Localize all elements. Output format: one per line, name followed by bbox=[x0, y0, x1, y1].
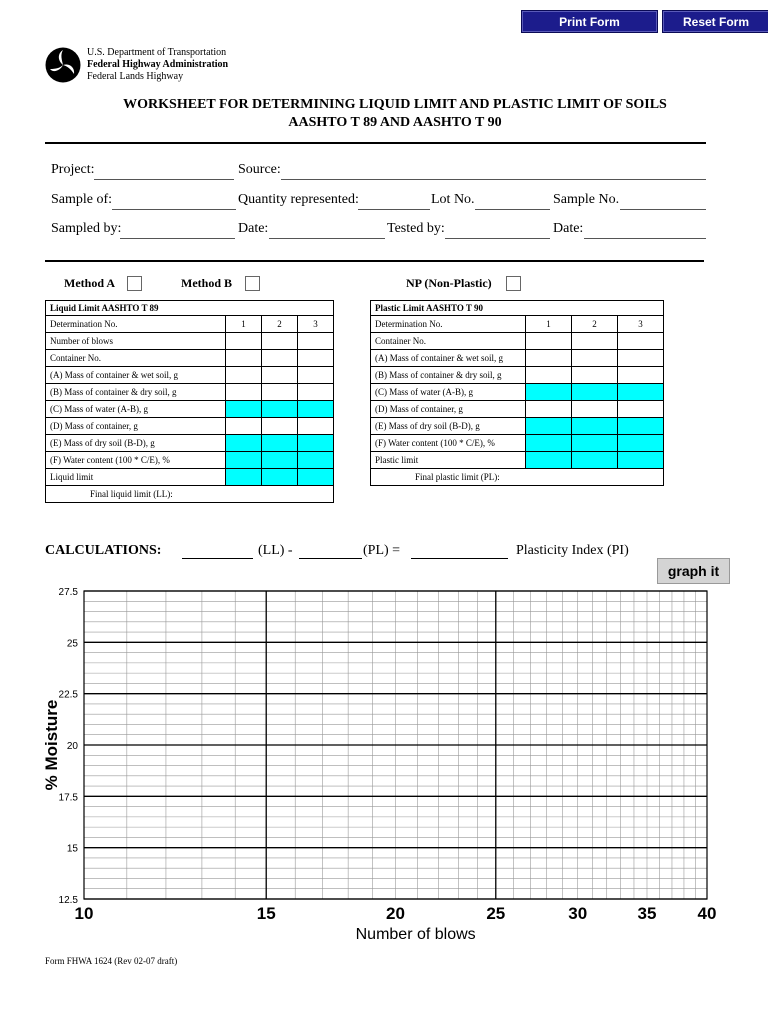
computed-cell bbox=[526, 418, 572, 435]
page-title-line-1: WORKSHEET FOR DETERMINING LIQUID LIMIT AND PLASTIC LIMIT OF SOILS bbox=[123, 97, 667, 112]
chart-y-tick-label: 22.5 bbox=[58, 689, 78, 701]
tested-by-field[interactable] bbox=[445, 238, 550, 239]
chart-x-ticks bbox=[75, 904, 717, 923]
table-row-label: (A) Mass of container & wet soil, g bbox=[46, 367, 226, 384]
plastic-limit-table bbox=[370, 300, 664, 486]
tested-by-label: Tested by: bbox=[387, 221, 445, 236]
chart-y-ticks bbox=[59, 587, 79, 906]
computed-cell bbox=[618, 418, 664, 435]
table-row-label: Determination No. bbox=[371, 316, 526, 333]
input-cell[interactable] bbox=[572, 333, 618, 350]
moisture-blows-chart bbox=[0, 575, 768, 950]
input-cell[interactable] bbox=[226, 350, 262, 367]
input-cell[interactable] bbox=[226, 384, 262, 401]
source-label: Source: bbox=[238, 162, 281, 177]
column-header: 2 bbox=[262, 316, 298, 333]
agency-line-3: Federal Lands Highway bbox=[87, 71, 184, 82]
date-label-2: Date: bbox=[553, 221, 584, 236]
date-label-1: Date: bbox=[238, 221, 269, 236]
chart-y-tick-label: 20 bbox=[66, 741, 78, 752]
liquid-limit-table bbox=[45, 300, 334, 503]
lot-no-field[interactable] bbox=[475, 209, 550, 210]
chart-x-tick-label: 40 bbox=[697, 904, 717, 923]
computed-cell bbox=[298, 435, 334, 452]
computed-cell bbox=[262, 469, 298, 486]
pi-field[interactable] bbox=[411, 558, 508, 559]
input-cell[interactable] bbox=[262, 367, 298, 384]
column-header: 3 bbox=[298, 316, 334, 333]
pl-field[interactable] bbox=[299, 558, 362, 559]
quantity-label: Quantity represented: bbox=[238, 192, 359, 207]
chart-y-tick-label: 17.5 bbox=[58, 792, 78, 804]
input-cell[interactable] bbox=[298, 418, 334, 435]
page-title-line-2: AASHTO T 89 AND AASHTO T 90 bbox=[288, 115, 502, 130]
chart-x-tick-label: 25 bbox=[486, 904, 506, 923]
chart-x-tick-label: 30 bbox=[568, 904, 588, 923]
table-row-label: Container No. bbox=[371, 333, 526, 350]
table-row-label: (F) Water content (100 * C/E), % bbox=[46, 452, 226, 469]
input-cell[interactable] bbox=[226, 333, 262, 350]
computed-cell bbox=[572, 418, 618, 435]
input-cell[interactable] bbox=[526, 401, 572, 418]
input-cell[interactable] bbox=[226, 418, 262, 435]
computed-cell bbox=[618, 435, 664, 452]
table-row-label: (D) Mass of container, g bbox=[46, 418, 226, 435]
computed-cell bbox=[262, 401, 298, 418]
sample-of-label: Sample of: bbox=[51, 192, 113, 207]
chart-y-tick-label: 12.5 bbox=[58, 895, 78, 906]
final-plastic-limit-row: Final plastic limit (PL): bbox=[371, 469, 664, 486]
computed-cell bbox=[226, 469, 262, 486]
date-field-2[interactable] bbox=[584, 238, 706, 239]
computed-cell bbox=[572, 384, 618, 401]
input-cell[interactable] bbox=[618, 350, 664, 367]
plastic-limit-table-header: Plastic Limit AASHTO T 90 bbox=[371, 301, 664, 316]
method-a-label: Method A bbox=[64, 276, 115, 290]
column-header: 2 bbox=[572, 316, 618, 333]
sample-of-field[interactable] bbox=[112, 209, 236, 210]
table-row-label: Plastic limit bbox=[371, 452, 526, 469]
ll-label: (LL) - bbox=[258, 543, 293, 558]
table-row-label: Number of blows bbox=[46, 333, 226, 350]
method-b-checkbox[interactable] bbox=[245, 276, 260, 291]
input-cell[interactable] bbox=[298, 367, 334, 384]
fields-divider bbox=[45, 260, 704, 262]
fhwa-logo-icon bbox=[45, 47, 81, 83]
input-cell[interactable] bbox=[262, 350, 298, 367]
chart-y-tick-label: 15 bbox=[66, 843, 78, 855]
table-row-label: (B) Mass of container & dry soil, g bbox=[46, 384, 226, 401]
column-header: 1 bbox=[226, 316, 262, 333]
computed-cell bbox=[298, 469, 334, 486]
table-row-label: (F) Water content (100 * C/E), % bbox=[371, 435, 526, 452]
liquid-limit-table-header: Liquid Limit AASHTO T 89 bbox=[46, 301, 334, 316]
agency-line-2: Federal Highway Administration bbox=[87, 59, 229, 70]
method-b-label: Method B bbox=[181, 276, 232, 290]
input-cell[interactable] bbox=[572, 367, 618, 384]
project-label: Project: bbox=[51, 162, 95, 177]
computed-cell bbox=[262, 435, 298, 452]
table-row-label: (C) Mass of water (A-B), g bbox=[371, 384, 526, 401]
method-a-checkbox[interactable] bbox=[127, 276, 142, 291]
computed-cell bbox=[298, 401, 334, 418]
input-cell[interactable] bbox=[618, 401, 664, 418]
agency-line-1: U.S. Department of Transportation bbox=[87, 47, 227, 58]
lot-no-label: Lot No. bbox=[431, 192, 475, 207]
sample-no-label: Sample No. bbox=[553, 192, 620, 207]
input-cell[interactable] bbox=[298, 384, 334, 401]
input-cell[interactable] bbox=[572, 350, 618, 367]
final-liquid-limit-row: Final liquid limit (LL): bbox=[46, 486, 334, 503]
column-header: 1 bbox=[526, 316, 572, 333]
ll-field[interactable] bbox=[182, 558, 253, 559]
pl-label: (PL) = bbox=[363, 543, 401, 558]
input-cell[interactable] bbox=[262, 333, 298, 350]
table-row-label: (D) Mass of container, g bbox=[371, 401, 526, 418]
chart-x-tick-label: 15 bbox=[256, 904, 276, 923]
chart-y-tick-label: 27.5 bbox=[58, 587, 78, 598]
agency-block bbox=[87, 47, 228, 83]
input-cell[interactable] bbox=[262, 384, 298, 401]
table-row-label: Container No. bbox=[46, 350, 226, 367]
reset-form-button[interactable]: Reset Form bbox=[662, 10, 768, 33]
column-header: 3 bbox=[618, 316, 664, 333]
form-footer: Form FHWA 1624 (Rev 02-07 draft) bbox=[45, 956, 178, 966]
non-plastic-label: NP (Non-Plastic) bbox=[406, 276, 492, 290]
non-plastic-checkbox[interactable] bbox=[506, 276, 521, 291]
project-field[interactable] bbox=[94, 179, 234, 180]
sampled-by-field[interactable] bbox=[120, 238, 235, 239]
sample-no-field[interactable] bbox=[620, 209, 706, 210]
computed-cell bbox=[526, 452, 572, 469]
table-row-label: (B) Mass of container & dry soil, g bbox=[371, 367, 526, 384]
input-cell[interactable] bbox=[526, 333, 572, 350]
input-cell[interactable] bbox=[226, 367, 262, 384]
title-divider bbox=[45, 142, 706, 144]
computed-cell bbox=[226, 401, 262, 418]
computed-cell bbox=[298, 452, 334, 469]
print-form-button[interactable]: Print Form bbox=[521, 10, 658, 33]
computed-cell bbox=[526, 435, 572, 452]
computed-cell bbox=[526, 384, 572, 401]
computed-cell bbox=[262, 452, 298, 469]
input-cell[interactable] bbox=[526, 350, 572, 367]
quantity-field[interactable] bbox=[358, 209, 430, 210]
computed-cell bbox=[572, 452, 618, 469]
calculations-label: CALCULATIONS: bbox=[45, 543, 162, 558]
table-row-label: Liquid limit bbox=[46, 469, 226, 486]
date-field-1[interactable] bbox=[269, 238, 385, 239]
table-row-label: (E) Mass of dry soil (B-D), g bbox=[46, 435, 226, 452]
chart-y-tick-label: 25 bbox=[66, 638, 78, 650]
computed-cell bbox=[572, 435, 618, 452]
chart-x-tick-label: 20 bbox=[386, 904, 405, 923]
input-cell[interactable] bbox=[262, 418, 298, 435]
table-row-label: (C) Mass of water (A-B), g bbox=[46, 401, 226, 418]
computed-cell bbox=[226, 452, 262, 469]
input-cell[interactable] bbox=[526, 367, 572, 384]
input-cell[interactable] bbox=[618, 367, 664, 384]
graph-it-button[interactable]: graph it bbox=[657, 558, 730, 584]
table-row-label: Determination No. bbox=[46, 316, 226, 333]
plasticity-index-label: Plasticity Index (PI) bbox=[516, 543, 629, 558]
sampled-by-label: Sampled by: bbox=[51, 221, 122, 236]
computed-cell bbox=[618, 452, 664, 469]
input-cell[interactable] bbox=[572, 401, 618, 418]
input-cell[interactable] bbox=[298, 333, 334, 350]
table-row-label: (E) Mass of dry soil (B-D), g bbox=[371, 418, 526, 435]
input-cell[interactable] bbox=[298, 350, 334, 367]
source-field[interactable] bbox=[281, 179, 706, 180]
input-cell[interactable] bbox=[618, 333, 664, 350]
table-row-label: (A) Mass of container & wet soil, g bbox=[371, 350, 526, 367]
computed-cell bbox=[226, 435, 262, 452]
chart-y-axis-label: % Moisture bbox=[42, 699, 61, 791]
chart-x-axis-label: Number of blows bbox=[355, 926, 476, 943]
computed-cell bbox=[618, 384, 664, 401]
chart-x-tick-label: 35 bbox=[637, 904, 657, 923]
chart-x-tick-label: 10 bbox=[74, 904, 94, 923]
